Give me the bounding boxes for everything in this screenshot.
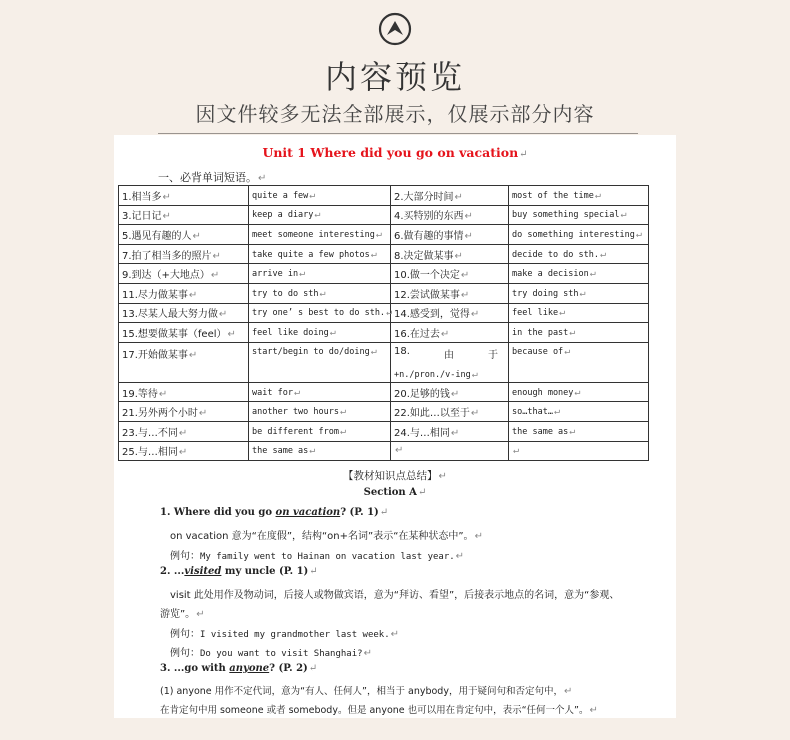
table-cell: meet someone interesting↵ bbox=[249, 225, 391, 245]
table-row bbox=[119, 283, 649, 303]
table-row bbox=[119, 421, 649, 441]
table-cell: 5.遇见有趣的人↵ bbox=[119, 225, 249, 245]
table-row bbox=[119, 402, 649, 422]
table-cell: because of↵ bbox=[509, 342, 649, 382]
document-preview bbox=[114, 135, 676, 718]
table-cell: 20.足够的钱↵ bbox=[391, 382, 509, 402]
table-cell: ↵ bbox=[509, 441, 649, 461]
table-row bbox=[119, 264, 649, 284]
table-cell: arrive in↵ bbox=[249, 264, 391, 284]
table-cell: 21.另外两个小时↵ bbox=[119, 402, 249, 422]
table-cell: try to do sth↵ bbox=[249, 283, 391, 303]
table-cell: feel like doing↵ bbox=[249, 323, 391, 343]
row18-line2: +n./pron./v-ing bbox=[394, 369, 471, 380]
table-cell: 8.决定做某事↵ bbox=[391, 244, 509, 264]
table-cell: take quite a few photos↵ bbox=[249, 244, 391, 264]
table-cell: so…that…↵ bbox=[509, 402, 649, 422]
section-a-heading: Section A↵ bbox=[363, 487, 427, 498]
table-row bbox=[119, 382, 649, 402]
table-cell: 22.如此…以至于↵ bbox=[391, 402, 509, 422]
row18-part: 18. bbox=[394, 345, 410, 357]
table-row bbox=[119, 186, 649, 206]
table-row bbox=[119, 441, 649, 461]
table-cell: another two hours↵ bbox=[249, 402, 391, 422]
item3-description-2: 在肯定句中用 someone 或者 somebody。但是 anyone 也可以用在肯定句中，表示“任何一个人”。↵ bbox=[160, 705, 598, 716]
row18-part: 由 bbox=[443, 349, 454, 361]
row18-part: 于 bbox=[488, 349, 498, 361]
table-cell: 17.开始做某事↵ bbox=[119, 342, 249, 382]
table-cell: 25.与…相同↵ bbox=[119, 441, 249, 461]
table-cell: wait for↵ bbox=[249, 382, 391, 402]
vocab-table bbox=[118, 185, 649, 461]
section1-heading: 一、必背单词短语。↵ bbox=[158, 171, 267, 184]
table-cell: keep a diary↵ bbox=[249, 205, 391, 225]
table-cell: 23.与…不同↵ bbox=[119, 421, 249, 441]
item3-description-1: (1) anyone 用作不定代词，意为“有人、任何人”，相当于 anybody，用于疑问句和否定句中，↵ bbox=[160, 686, 573, 697]
item2-example-1: 例句：I visited my grandmother last week.↵ bbox=[170, 629, 400, 640]
item1-description: on vacation 意为“在度假”，结构“on+名词”表示“在某种状态中”。↵ bbox=[170, 531, 483, 542]
summary-heading: 【教材知识点总结】↵ bbox=[343, 470, 447, 482]
item2-description-1: visit 此处用作及物动词，后接人或物做宾语，意为“拜访、看望”，后接表示地点的名词，意为“参观、 bbox=[170, 590, 620, 601]
table-cell: 11.尽力做某事↵ bbox=[119, 283, 249, 303]
table-cell: 13.尽某人最大努力做↵ bbox=[119, 303, 249, 323]
table-cell: ↵ bbox=[391, 441, 509, 461]
page-title: 内容预览 bbox=[324, 58, 465, 96]
table-cell: most of the time↵ bbox=[509, 186, 649, 206]
table-cell: decide to do sth.↵ bbox=[509, 244, 649, 264]
doc-title: Unit 1 Where did you go on vacation↵ bbox=[262, 145, 528, 160]
table-cell: 10.做一个决定↵ bbox=[391, 264, 509, 284]
table-row bbox=[119, 342, 649, 382]
table-cell: 15.想要做某事（feel）↵ bbox=[119, 323, 249, 343]
item1-example: 例句：My family went to Hainan on vacation last year.↵ bbox=[170, 551, 465, 562]
table-cell: feel like↵ bbox=[509, 303, 649, 323]
table-cell: 24.与…相同↵ bbox=[391, 421, 509, 441]
table-cell: 16.在过去↵ bbox=[391, 323, 509, 343]
table-cell: quite a few↵ bbox=[249, 186, 391, 206]
header-divider bbox=[158, 133, 638, 134]
item1-heading: 1. Where did you go on vacation? (P. 1)↵ bbox=[160, 507, 389, 518]
page-subtitle: 因文件较多无法全部展示，仅展示部分内容 bbox=[195, 102, 595, 126]
table-cell: 4.买特别的东西↵ bbox=[391, 205, 509, 225]
table-row bbox=[119, 225, 649, 245]
table-cell: do something interesting↵ bbox=[509, 225, 649, 245]
table-cell: the same as↵ bbox=[249, 441, 391, 461]
table-cell: 2.大部分时间↵ bbox=[391, 186, 509, 206]
table-cell: try doing sth↵ bbox=[509, 283, 649, 303]
table-row bbox=[119, 205, 649, 225]
table-cell: 18. 由 于 +n./pron./v-ing↵ bbox=[391, 342, 509, 382]
table-cell: 7.拍了相当多的照片↵ bbox=[119, 244, 249, 264]
table-cell: in the past↵ bbox=[509, 323, 649, 343]
item2-example-2: 例句：Do you want to visit Shanghai?↵ bbox=[170, 648, 372, 659]
table-cell: 6.做有趣的事情↵ bbox=[391, 225, 509, 245]
table-row bbox=[119, 323, 649, 343]
table-row bbox=[119, 244, 649, 264]
table-cell: 3.记日记↵ bbox=[119, 205, 249, 225]
table-cell: 19.等待↵ bbox=[119, 382, 249, 402]
table-cell: start/begin to do/doing↵ bbox=[249, 342, 391, 382]
item3-heading: 3. ...go with anyone? (P. 2)↵ bbox=[160, 663, 318, 674]
table-cell: be different from↵ bbox=[249, 421, 391, 441]
table-cell: 14.感受到，觉得↵ bbox=[391, 303, 509, 323]
item2-description-2: 游览”。↵ bbox=[160, 609, 205, 620]
table-cell: 1.相当多↵ bbox=[119, 186, 249, 206]
table-cell: 9.到达（+大地点）↵ bbox=[119, 264, 249, 284]
item2-heading: 2. ...visited my uncle (P. 1)↵ bbox=[160, 566, 318, 577]
table-cell: the same as↵ bbox=[509, 421, 649, 441]
table-cell: buy something special↵ bbox=[509, 205, 649, 225]
table-cell: try one’ s best to do sth.↵ bbox=[249, 303, 391, 323]
table-row bbox=[119, 303, 649, 323]
table-cell: 12.尝试做某事↵ bbox=[391, 283, 509, 303]
table-cell: enough money↵ bbox=[509, 382, 649, 402]
preview-header bbox=[0, 0, 790, 140]
table-cell: make a decision↵ bbox=[509, 264, 649, 284]
circle-caret-up-icon bbox=[378, 12, 412, 46]
